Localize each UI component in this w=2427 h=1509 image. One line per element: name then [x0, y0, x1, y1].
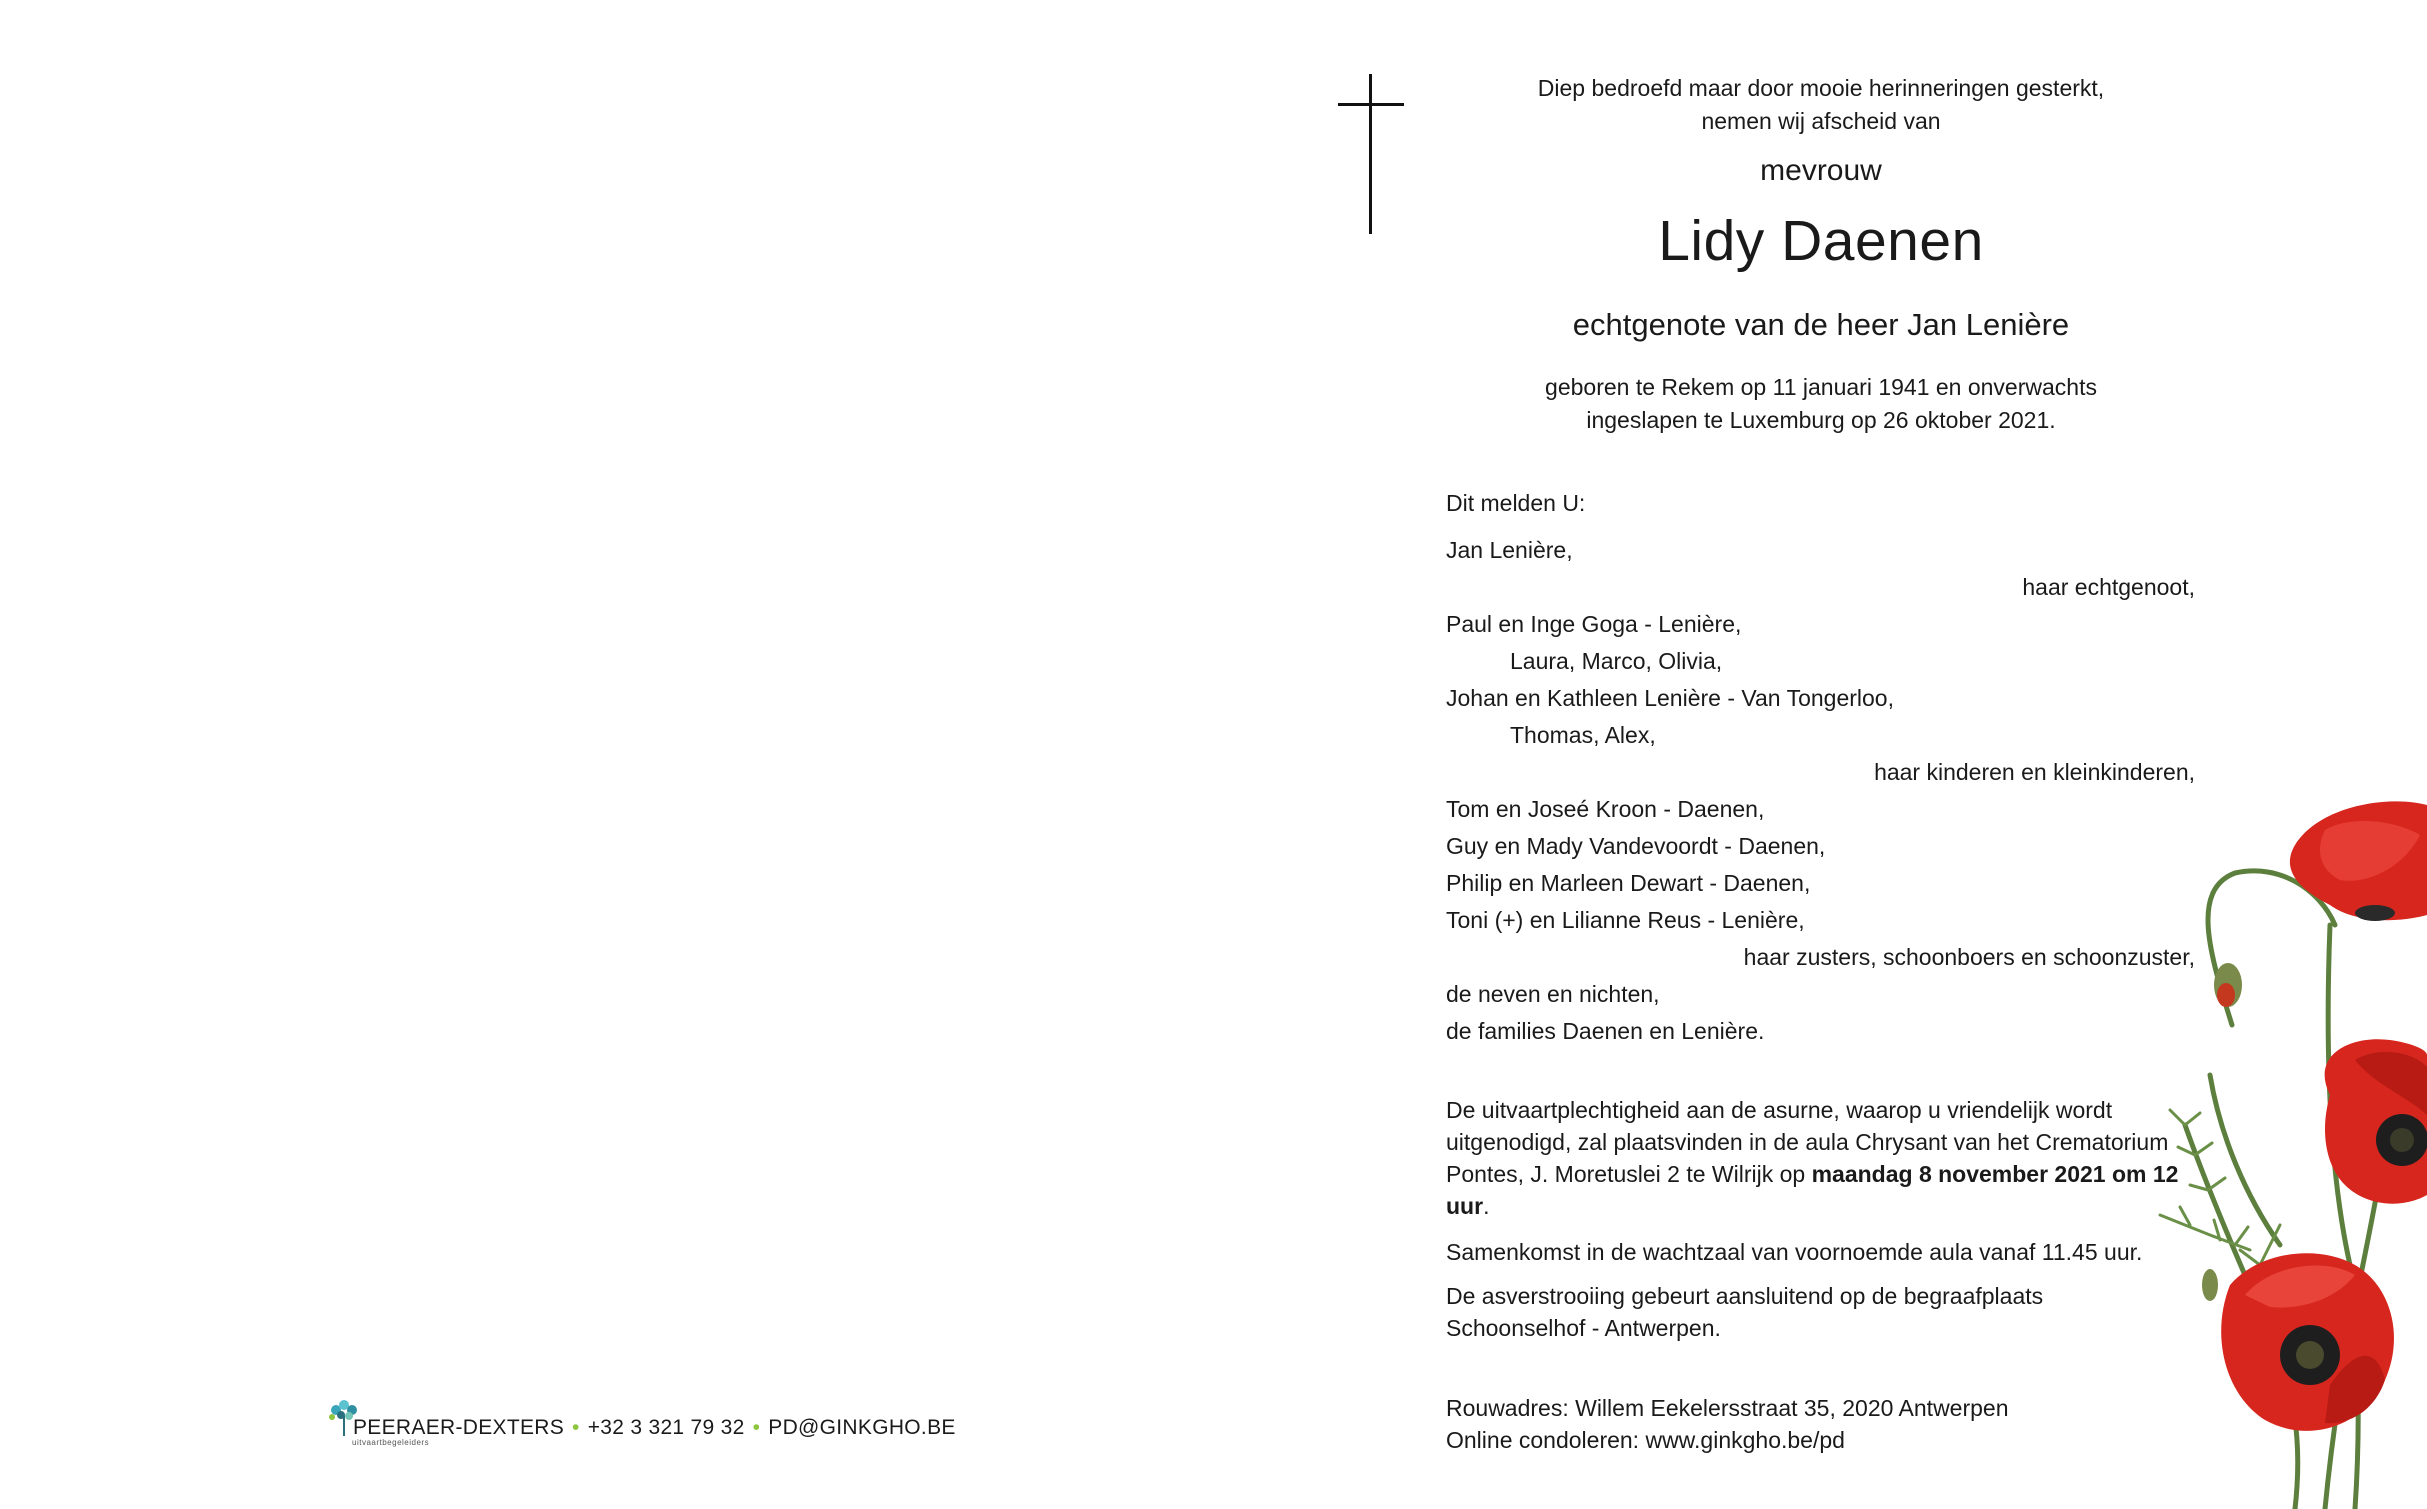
- born-line-1: geboren te Rekem op 11 januari 1941 en onverwachts: [1545, 374, 2097, 400]
- family-relation: haar echtgenoot,: [2022, 574, 2195, 600]
- family-line: Tom en Joseé Kroon - Daenen,: [1446, 796, 1765, 822]
- company-phone[interactable]: +32 3 321 79 32: [587, 1416, 745, 1439]
- mourning-address: Rouwadres: Willem Eekelersstraat 35, 2020 Antwerpen: [1446, 1395, 2009, 1421]
- footer-contact: [353, 1416, 956, 1440]
- bullet-icon: •: [572, 1416, 580, 1439]
- family-line: Paul en Inge Goga - Lenière,: [1446, 611, 1742, 637]
- announcers-heading: Dit melden U:: [1446, 490, 1586, 516]
- family-line: Toni (+) en Lilianne Reus - Lenière,: [1446, 907, 1805, 933]
- family-grandchildren: Laura, Marco, Olivia,: [1510, 648, 1723, 674]
- family-line: Jan Lenière,: [1446, 537, 1573, 563]
- bullet-icon: •: [752, 1416, 761, 1439]
- intro-line-2: nemen wij afscheid van: [1701, 108, 1941, 134]
- online-condolence: Online condoleren: www.ginkgho.be/pd: [1446, 1427, 1845, 1453]
- cross-icon-horizontal: [1338, 103, 1404, 106]
- scattering-paragraph: De asverstrooiing gebeurt aansluitend op de begraafplaats Schoonselhof - Antwerpen.: [1446, 1283, 2044, 1341]
- company-email[interactable]: PD@GINKGHO.BE: [768, 1416, 956, 1439]
- cross-icon-vertical: [1369, 74, 1372, 234]
- family-relation: haar zusters, schoonboers en schoonzuster,: [1743, 944, 2195, 970]
- poppy-flower-top: [2290, 801, 2427, 921]
- family-grandchildren: Thomas, Alex,: [1510, 722, 1656, 748]
- poppy-flower-bottom: [2221, 1253, 2394, 1431]
- poppies-illustration: [2150, 795, 2427, 1509]
- family-relation: haar kinderen en kleinkinderen,: [1874, 759, 2195, 785]
- ceremony-text: De uitvaartplechtigheid aan de asurne, waarop u vriendelijk wordt uitgenodigd, zal plaatsvinden in de aula Chrysant van het Crematorium Pontes, J. Moretuslei 2 te Wilrijk op: [1446, 1097, 2169, 1187]
- ceremony-paragraph: [1446, 1094, 2186, 1222]
- salutation: mevrouw: [1760, 154, 1882, 187]
- gathering-paragraph: Samenkomst in de wachtzaal van voornoemde aula vanaf 11.45 uur.: [1446, 1239, 2143, 1265]
- ceremony-date: maandag 8 november 2021 om 12 uur: [1446, 1161, 2179, 1219]
- ceremony-end: .: [1483, 1193, 1490, 1219]
- family-line: Philip en Marleen Dewart - Daenen,: [1446, 870, 1811, 896]
- spouse-line: echtgenote van de heer Jan Lenière: [1572, 307, 2070, 342]
- family-line: de neven en nichten,: [1446, 981, 1660, 1007]
- family-line: Johan en Kathleen Lenière - Van Tongerloo,: [1446, 685, 1894, 711]
- company-name: PEERAER-DEXTERS: [353, 1416, 565, 1439]
- born-line-2: ingeslapen te Luxemburg op 26 oktober 2021.: [1586, 407, 2056, 433]
- family-line: de families Daenen en Lenière.: [1446, 1018, 1765, 1044]
- company-tagline: uitvaartbegeleiders: [352, 1438, 430, 1447]
- family-line: Guy en Mady Vandevoordt - Daenen,: [1446, 833, 1826, 859]
- poppy-flower-middle: [2325, 1039, 2427, 1203]
- intro-line-1: Diep bedroefd maar door mooie herinneringen gesterkt,: [1537, 75, 2105, 101]
- deceased-name: Lidy Daenen: [1658, 209, 1984, 273]
